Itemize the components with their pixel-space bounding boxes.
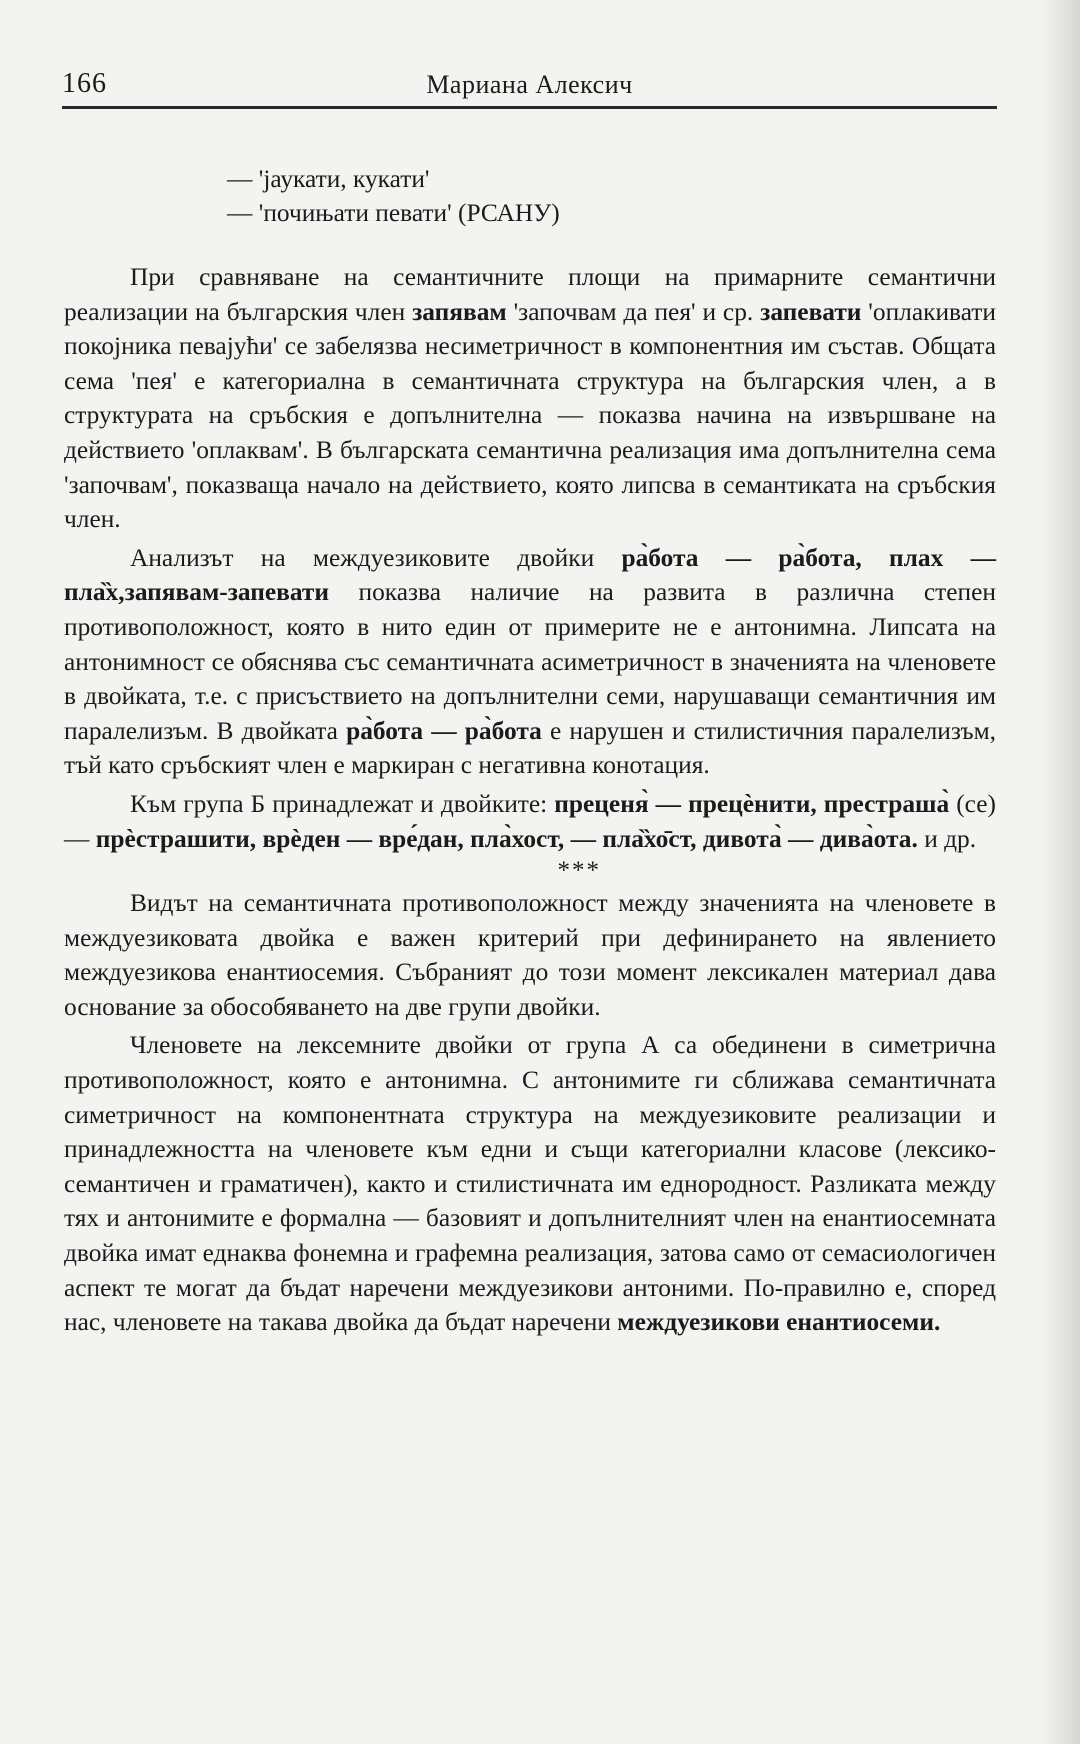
paragraph-analysis: [64, 541, 996, 783]
text-run: (се) —: [64, 789, 996, 853]
quote-line: — 'почињати певати' (РСАНУ): [227, 199, 560, 227]
quote-line: — 'јаукати, кукати': [227, 165, 430, 193]
text-run: Към група Б принадлежат и двойките:: [130, 789, 555, 818]
text-run: Членовете на лексемните двойки от група А са обединени в симетрична противоположност, която е антонимна. С антонимите ги сближава семантичната симетричност на компонентната структура на междуезиковите реализации и принадлежността на членовете към едни и същи категориални класове (лексико-семантичен и граматичен), както и стилистичната им еднородност. Разликата между тях и антонимите е формална — базовият и допълнителният член на енантиосемната двойка имат еднаква фонемна и графемна реализация, затова само от семасиологичен аспект те могат да бъдат наречени междуезикови антоними. По-правилно е, според нас, членовете на такава двойка да бъдат наречени: [64, 1031, 996, 1337]
section-separator: ***: [557, 857, 601, 885]
bold-term: ра̀бота — ра̀бота: [346, 716, 542, 745]
text-run: Анализът на междуезиковите двойки: [130, 543, 622, 572]
paragraph-comparison: [64, 260, 996, 537]
paragraph-group-a: [64, 1028, 996, 1339]
bold-term: преценя̀ — прецѐнити, престраша̀: [554, 789, 950, 818]
paragraph-criterion: Видът на семантичната противоположност между значенията на членовете в междуезиковата двойка е важен критерий при дефинирането на явлението междуезикова енантиосемия. Събраният до този момент лексикален материал дава основание за обособяването на две групи двойки.: [64, 889, 996, 1021]
text-run: При сравняване на семантичните площи на примарните семантични реализации на българския член: [64, 263, 996, 326]
bold-term: междуезикови енантиосеми.: [617, 1308, 941, 1337]
page-edge-shadow: [1040, 0, 1080, 1744]
dictionary-quote: [64, 162, 996, 230]
page-body: [64, 162, 996, 1340]
bold-term: ра̀бота — ра̀бота, плах — пла̏х,запявам-запевати: [64, 543, 996, 607]
bold-term: прѐстрашити, врѐден — вре́дан, пла̀хост, — пла̏хо̄ст, дивота̀ — дива̀ота.: [95, 824, 918, 853]
text-run: е нарушен и стилистичния паралелизъм, тъй като сръбският член е маркиран с негативна конотация.: [64, 716, 996, 780]
bold-term: запявам: [412, 297, 507, 326]
text-run: и др.: [917, 824, 977, 853]
running-header: [62, 62, 997, 109]
paragraph-group-b: [64, 787, 996, 856]
text-run: 'оплакивати покојника певајући' се забелязва несиметричност в компонентния им състав. Общата сема 'пея' е категориална в семантичната структура на българския член, а в структурата на сръбския е допълнителна — показва начина на извършване на действието 'оплаквам'. В българската семантична реализация има допълнителна сема 'започвам', показваща начало на действието, която липсва в семантиката на сръбския член.: [64, 297, 996, 534]
text-run: показва наличие на развита в различна степен противоположност, която в нито един от примерите не е антонимна. Липсата на антонимност се обяснява със семантичната асиметричност в значенията на членовете в двойката, т.е. с присъствието на допълнителни семи, нарушаващи семантичния им паралелизъм. В двойката: [64, 578, 996, 745]
page-number: 166: [62, 68, 107, 99]
text-run: 'започвам да пея' и ср.: [506, 297, 761, 326]
author-name: Мариана Алексич: [426, 70, 633, 99]
bold-term: запевати: [760, 297, 862, 326]
